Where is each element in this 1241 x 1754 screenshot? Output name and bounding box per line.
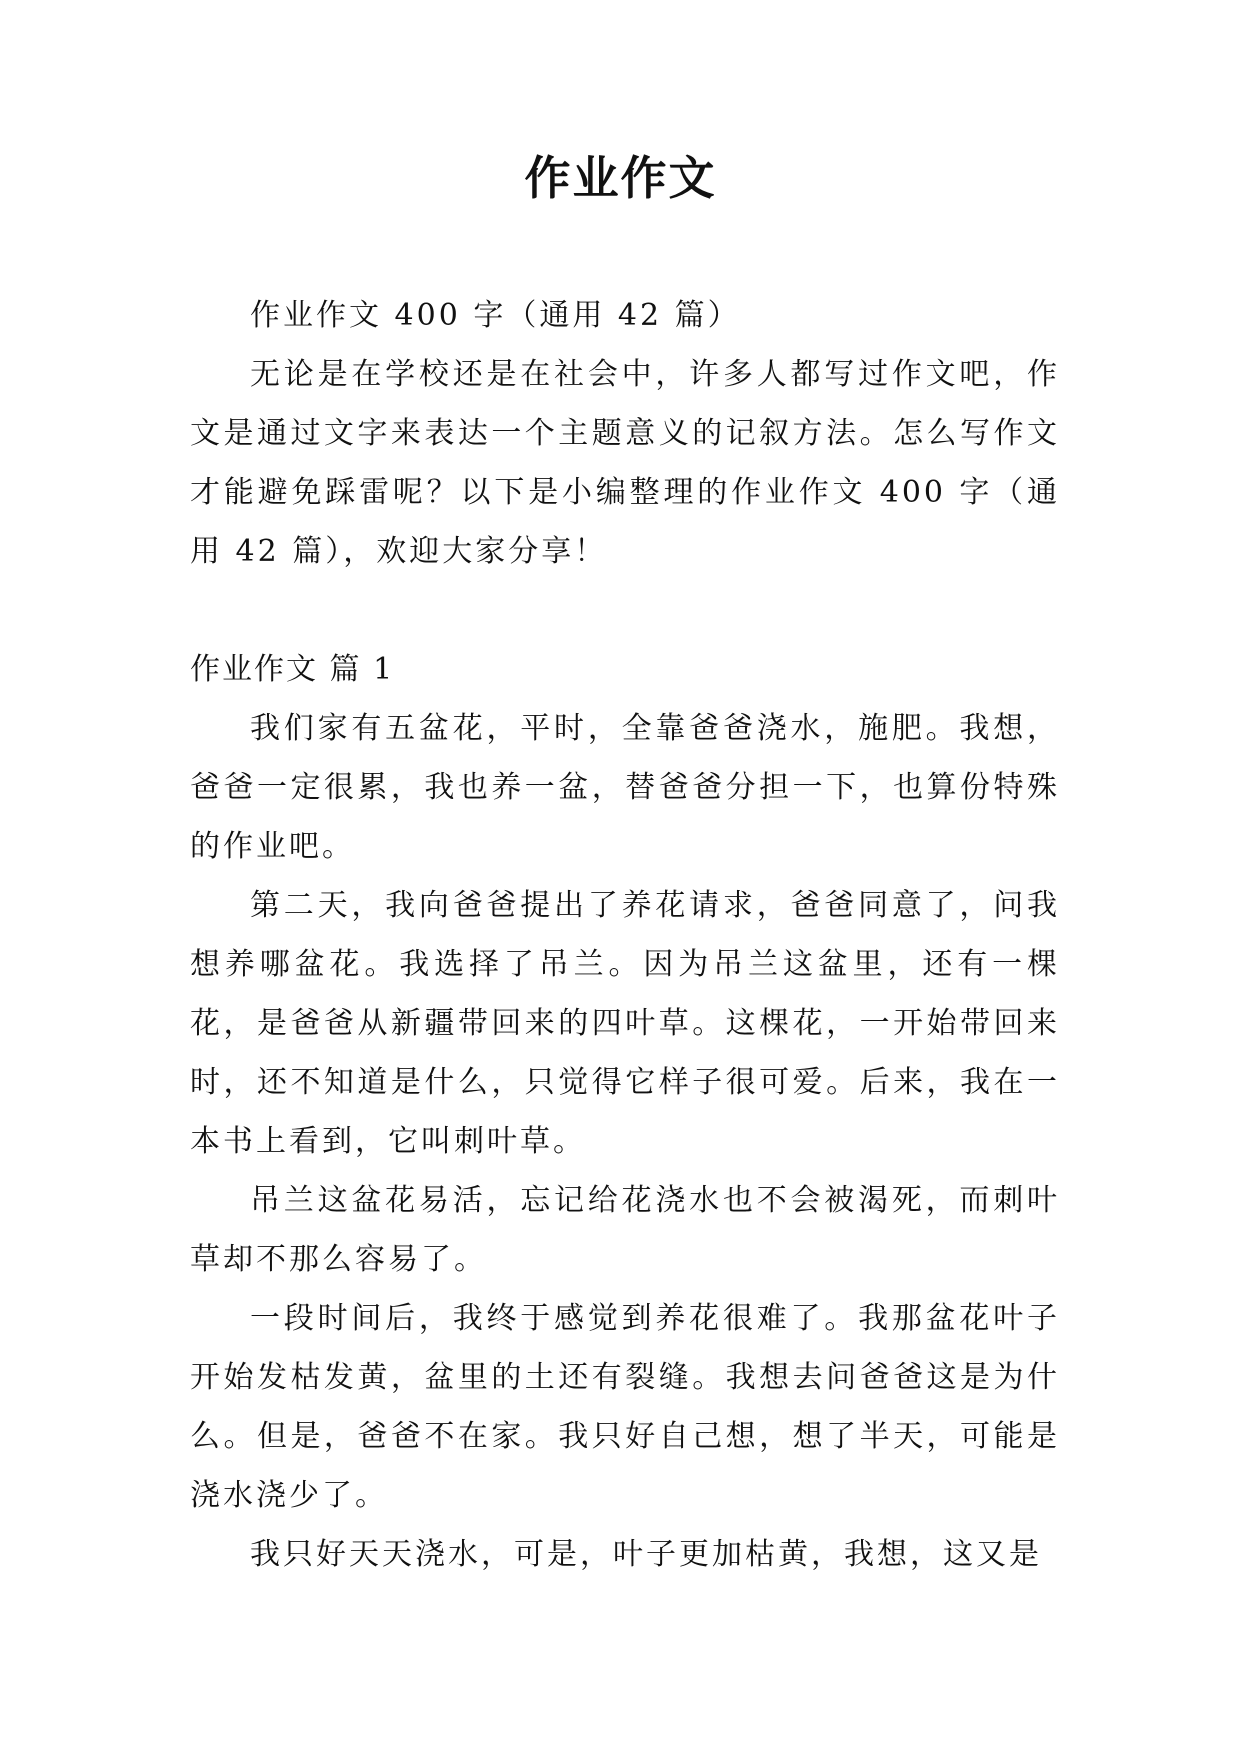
body-paragraph: 吊兰这盆花易活，忘记给花浇水也不会被渴死，而刺叶草却不那么容易了。	[190, 1183, 1060, 1277]
document-title: 作业作文	[524, 151, 717, 205]
body-paragraph: 一段时间后，我终于感觉到养花很难了。我那盆花叶子开始发枯发黄，盆里的土还有裂缝。我想去问爸爸这是为什么。但是，爸爸不在家。我只好自己想，想了半天，可能是浇水浇少了。	[190, 1301, 1060, 1513]
section-heading: 作业作文 篇 1	[190, 652, 395, 687]
document-subtitle: 作业作文 400 字（通用 42 篇）	[250, 298, 741, 333]
intro-paragraph: 无论是在学校还是在社会中，许多人都写过作文吧，作文是通过文字来表达一个主题意义的记叙方法。怎么写作文才能避免踩雷呢？以下是小编整理的作业作文 400 字（通用 42 篇），欢迎大家分享！	[190, 357, 1060, 569]
body-paragraph: 我只好天天浇水，可是，叶子更加枯黄，我想，这又是	[250, 1537, 1042, 1572]
document-body	[190, 286, 1060, 1584]
body-paragraph: 第二天，我向爸爸提出了养花请求，爸爸同意了，问我想养哪盆花。我选择了吊兰。因为吊兰这盆里，还有一棵花，是爸爸从新疆带回来的四叶草。这棵花，一开始带回来时，还不知道是什么，只觉得它样子很可爱。后来，我在一本书上看到，它叫刺叶草。	[190, 888, 1060, 1159]
body-paragraph: 我们家有五盆花，平时，全靠爸爸浇水，施肥。我想，爸爸一定很累，我也养一盆，替爸爸分担一下，也算份特殊的作业吧。	[190, 711, 1060, 864]
